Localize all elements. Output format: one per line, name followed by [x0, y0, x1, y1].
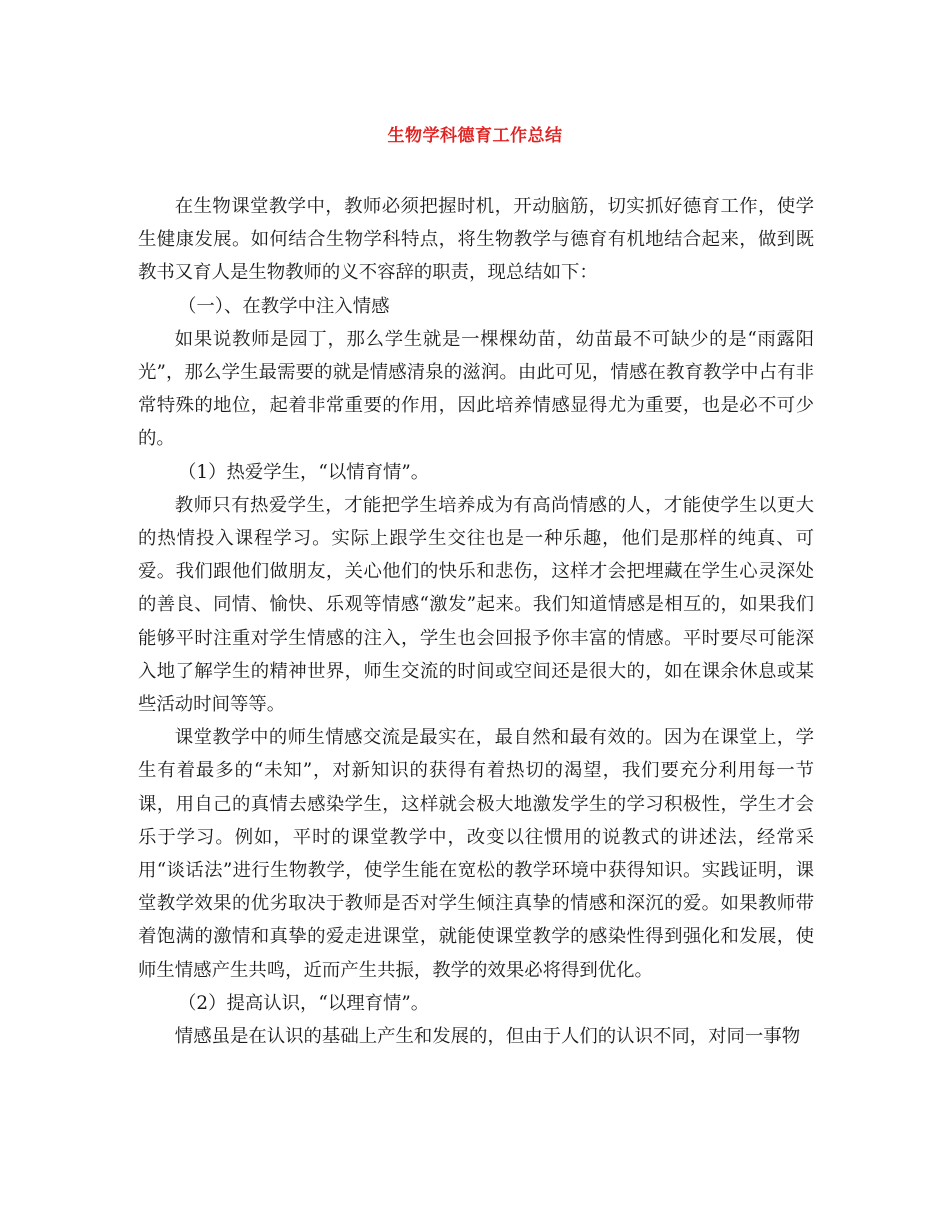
document-title: 生物学科德育工作总结	[387, 126, 563, 146]
subsection-heading-1: （1）热爱学生，“以情育情”。	[178, 461, 430, 483]
paragraph: 情感虽是在认识的基础上产生和发展的，但由于人们的认识不同，对同一事物	[174, 1026, 801, 1048]
paragraph-intro: 在生物课堂教学中，教师必须把握时机，开动脑筋，切实抓好德育工作，使学生健康发展。如何结合生物学科特点，将生物教学与德育有机地结合起来，做到既教书又育人是生物教师的义不容辞的职责，现总结如下：	[138, 196, 814, 284]
document-body	[138, 190, 814, 1053]
subsection-heading-2: （2）提高认识，“以理育情”。	[178, 992, 430, 1014]
paragraph: 如果说教师是园丁，那么学生就是一棵棵幼苗，幼苗最不可缺少的是“雨露阳光”，那么学生最需要的就是情感清泉的滋润。由此可见，情感在教育教学中占有非常特殊的地位，起着非常重要的作用，因此培养情感显得尤为重要，也是必不可少的。	[138, 328, 814, 450]
paragraph: 课堂教学中的师生情感交流是最实在，最自然和最有效的。因为在课堂上，学生有着最多的“未知”，对新知识的获得有着热切的渴望，我们要充分利用每一节课，用自己的真情去感染学生，这样就会极大地激发学生的学习积极性，学生才会乐于学习。例如，平时的课堂教学中，改变以往惯用的说教式的讲述法，经常采用“谈话法”进行生物教学，使学生能在宽松的教学环境中获得知识。实践证明，课堂教学效果的优劣取决于教师是否对学生倾注真挚的情感和深沉的爱。如果教师带着饱满的激情和真挚的爱走进课堂，就能使课堂教学的感染性得到强化和发展，使师生情感产生共鸣，近而产生共振，教学的效果必将得到优化。	[138, 727, 814, 981]
paragraph: 教师只有热爱学生，才能把学生培养成为有高尚情感的人，才能使学生以更大的热情投入课程学习。实际上跟学生交往也是一种乐趣，他们是那样的纯真、可爱。我们跟他们做朋友，关心他们的快乐和悲伤，这样才会把埋藏在学生心灵深处的善良、同情、愉快、乐观等情感“激发”起来。我们知道情感是相互的，如果我们能够平时注重对学生情感的注入，学生也会回报予你丰富的情感。平时要尽可能深入地了解学生的精神世界，师生交流的时间或空间还是很大的，如在课余休息或某些活动时间等等。	[138, 494, 814, 716]
section-heading-1: （一）、在教学中注入情感	[178, 295, 390, 317]
